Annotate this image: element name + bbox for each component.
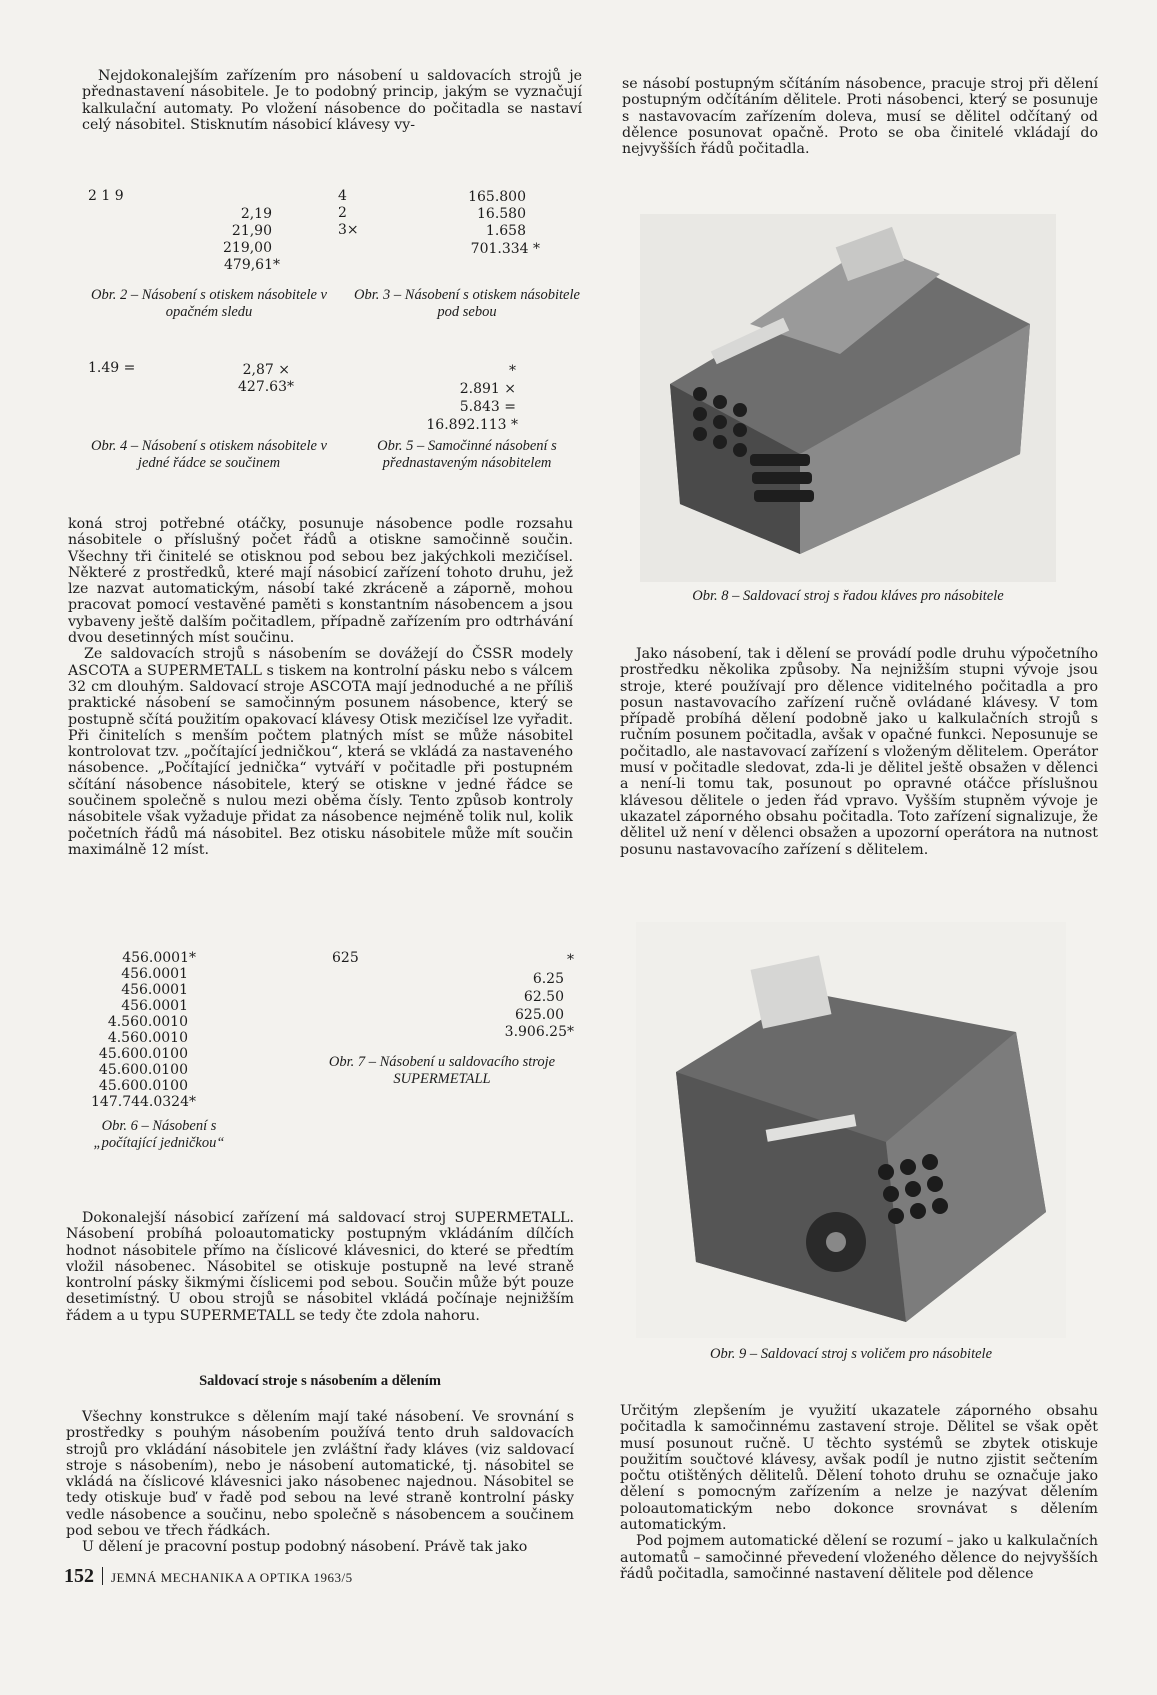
- section-heading: Saldovací stroje s násobením a dělením: [199, 1373, 441, 1389]
- fig3-value: 165.800: [468, 189, 526, 205]
- fig3-left: 3×: [338, 222, 359, 238]
- fig4-line: 1.49 =: [88, 360, 136, 376]
- fig5-caption: Obr. 5 – Samočinné násobení s přednastaveným násobitelem: [377, 438, 557, 471]
- fig6-line: 456.0001: [121, 966, 188, 982]
- fig3-caption: Obr. 3 – Násobení s otiskem násobitele pod sebou: [354, 287, 580, 320]
- paragraph: Všechny konstrukce s dělením mají také násobení. Ve srovnání s prostředky s pouhým násobením používá tento druh saldovacích strojů pro vkládání násobitele jen zvláštní řady kláves (viz saldovací stroje s násobením), nebo je násobení automatické, tj. násobitel se vkládá na číslicové klávesnici jako násobenec najednou. Násobitel se tedy otiskuje buď v řadě pod sebou na levé straně kontrolní pásky vedle násobence a součinu, nebo společně s násobencem a součinem pod sebou ve třech řádkách.: [66, 1409, 574, 1540]
- fig7-product: 3.906.25*: [504, 1024, 574, 1040]
- paragraph: Dokonalejší násobicí zařízení má saldovací stroj SUPERMETALL. Násobení probíhá poloautomaticky postupným vkládáním dílčích hodnot násobitele přímo na číslicové klávesnici, do které se předtím vložil násobenec. Násobitel se otiskuje postupně na levé straně kontrolní pásky šikmými číslicemi pod sebou. Součin může být pouze desetimístný. U obou strojů se násobitel vkládá počínaje nejnižším řádem a u typu SUPERMETALL se tedy čte zdola nahoru.: [66, 1210, 574, 1324]
- left-body-2: [66, 1210, 574, 1324]
- fig7-caption: Obr. 7 – Násobení u saldovacího stroje SUPERMETALL: [328, 1054, 556, 1087]
- left-body-1: [68, 516, 573, 858]
- fig7-line: *: [567, 952, 574, 968]
- fig7-line: 62.50: [523, 989, 564, 1005]
- fig6-line: 456.0001*: [122, 950, 196, 966]
- fig6-line: 4.560.0010: [107, 1014, 188, 1030]
- fig3-value: 16.580: [477, 206, 526, 222]
- right-body-2: [620, 646, 1098, 858]
- paragraph: Ze saldovacích strojů s násobením se dovážejí do ČSSR modely ASCOTA a SUPERMETALL s tiskem na kontrolní pásku nebo s válcem 32 cm dlouhým. Saldovací stroje ASCOTA mají jednoduché a ne příliš praktické násobení se samočinným posunem násobence, který se postupně sčítá použitím opakovací klávesy Otisk mezičísel lze vyřadit. Při činitelích s menším počtem platných míst se může násobitel kontrolovat tzv. „počítající jedničkou“, která se vkládá za nastaveného násobence. „Počítající jednička“ vytváří v počitadle při postupném sčítání násobence násobitele, který se otiskne v jedné řádce se součinem společně s nulou mezi oběma čísly. Tento způsob kontroly násobitele však vyžaduje přidat za násobence nejméně tolik nul, kolik početních řádů má násobitel. Bez otisku násobitele může mít součin maximálně 12 míst.: [68, 646, 573, 858]
- paragraph: U dělení je pracovní postup podobný násobení. Právě tak jako: [82, 1539, 528, 1556]
- page-footer: [64, 1565, 353, 1588]
- fig3-left: 2: [338, 205, 347, 221]
- fig7-multiplier: 625: [332, 950, 359, 966]
- intro-paragraph: Nejdokonalejším zařízením pro násobení u saldovacích strojů je přednastavení násobitele. Je to podobný princip, jakým se vyznačují kalkulační automaty. Po vložení násobence do počitadla se nastaví celý násobitel. Stisknutím násobicí klávesy vy-: [82, 68, 582, 133]
- fig3-value: 1.658: [485, 223, 526, 239]
- right-body-3: [620, 1403, 1098, 1582]
- fig2-line: 219,00: [223, 240, 272, 256]
- fig6-line: 45.600.0100: [98, 1078, 188, 1094]
- paragraph: Určitým zlepšením je využití ukazatele záporného obsahu počitadla k samočinnému zastavení stroje. Dělitel se však opět musí posunout ručně. U těchto systémů se zbytek otiskuje použitím součtové klávesy, avšak podíl je nutno zjistit sečtením počtu otištěných dělitelů. Dělení tohoto druhu se označuje jako dělení s pomocným zařízením a nelze je nazývat dělením poloautomatickým nebo dokonce srovnávat s dělením automatickým.: [620, 1403, 1098, 1534]
- fig3-left: 4: [338, 188, 347, 204]
- fig2-product: 479,61*: [224, 257, 280, 273]
- fig6-line: 45.600.0100: [98, 1062, 188, 1078]
- fig5-product: 16.892.113 *: [426, 417, 518, 433]
- adding-machine-selector-image: [636, 922, 1066, 1338]
- fig6-line: 45.600.0100: [98, 1046, 188, 1062]
- fig6-line: 4.560.0010: [107, 1030, 188, 1046]
- fig6-caption: Obr. 6 – Násobení s „počítající jedničkou“: [93, 1118, 225, 1151]
- left-column: [82, 68, 582, 133]
- fig6-line: 456.0001: [121, 982, 188, 998]
- fig6-line: 456.0001: [121, 998, 188, 1014]
- fig6-product: 147.744.0324*: [91, 1094, 196, 1110]
- adding-machine-keys-image: [640, 214, 1056, 582]
- fig5-line: 5.843 =: [459, 399, 516, 415]
- fig2-line: 2,19: [240, 206, 272, 222]
- fig3-product: 701.334 *: [470, 241, 540, 257]
- fig5-line: 2.891 ×: [459, 381, 516, 397]
- page-number: 152: [64, 1565, 94, 1587]
- fig4-product: 427.63*: [238, 379, 294, 395]
- footer-divider: [102, 1567, 103, 1585]
- fig4-line: 2,87 ×: [242, 362, 290, 378]
- fig8-caption: Obr. 8 – Saldovací stroj s řadou kláves pro násobitele: [692, 588, 1004, 604]
- paragraph: se násobí postupným sčítáním násobence, pracuje stroj při dělení postupným odčítáním dělitele. Proti násobenci, který se posunuje s nastavovacím zařízením doleva, musí se dělitel odčítaný od dělence posunovat opačně. Proto se oba činitelé vkládají do nejvyšších řádů počitadla.: [622, 76, 1098, 158]
- paragraph: koná stroj potřebné otáčky, posunuje násobence podle rozsahu násobitele o příslušný počet řádů a otiskne samočinně součin. Všechny tři činitelé se otisknou pod sebou bez jakýchkoli mezičísel. Některé z prostředků, které mají násobicí zařízení tohoto druhu, jež lze nazvat automatickým, násobí také zkráceně a záporně, mohou pracovat pomocí vestavěné paměti s konstantním násobencem a jsou vybaveny ještě dalším počitadlem, případně zařízením pro odtrhávání dvou desetinných míst součinu.: [68, 516, 573, 647]
- journal-title: JEMNÁ MECHANIKA A OPTIKA 1963/5: [111, 1570, 353, 1585]
- fig5-line: *: [509, 363, 516, 379]
- fig7-line: 6.25: [532, 971, 564, 987]
- paragraph: Pod pojmem automatické dělení se rozumí – jako u kalkulačních automatů – samočinné převedení vloženého dělence do nejvyšších řádů počitadla, samočinné nastavení dělitele pod dělence: [620, 1533, 1098, 1582]
- right-column: [622, 76, 1098, 157]
- fig2-line: 21,90: [231, 223, 272, 239]
- left-body-3: [66, 1409, 574, 1556]
- fig7-line: 625.00: [515, 1007, 564, 1023]
- machine-photo-9: [636, 922, 1066, 1338]
- machine-photo-8: [640, 214, 1056, 582]
- fig2-caption: Obr. 2 – Násobení s otiskem násobitele v opačném sledu: [90, 287, 327, 320]
- fig2-multiplier: 2 1 9: [88, 188, 124, 204]
- fig4-caption: Obr. 4 – Násobení s otiskem násobitele v jedné řádce se součinem: [90, 438, 327, 471]
- fig9-caption: Obr. 9 – Saldovací stroj s voličem pro násobitele: [709, 1346, 993, 1362]
- paragraph: Jako násobení, tak i dělení se provádí podle druhu výpočetního prostředku několika způsoby. Na nejnižším stupni vývoje jsou stroje, které používají pro dělence viditelného počitadla a pro posun nastavovacího zařízení ručně ovládané klávesy. V tom případě probíhá dělení podobně jako u kalkulačních strojů s ručním posunem počitadla, avšak v opačné funkci. Neposunuje se počitadlo, ale nastavovací zařízení s vloženým dělitelem. Operátor musí v počitadle sledovat, zda-li je dělitel ještě obsažen v dělenci a není-li tomu tak, posunout po opravné otáčce příslušnou klávesou dělitele o jeden řád vpravo. Vyšším stupněm vývoje je ukazatel záporného obsahu počitadla. Toto zařízení signalizuje, že dělitel už není v dělenci obsažen a upozorní operátora na nutnost posunu nastavovacího zařízení s dělitelem.: [620, 646, 1098, 858]
